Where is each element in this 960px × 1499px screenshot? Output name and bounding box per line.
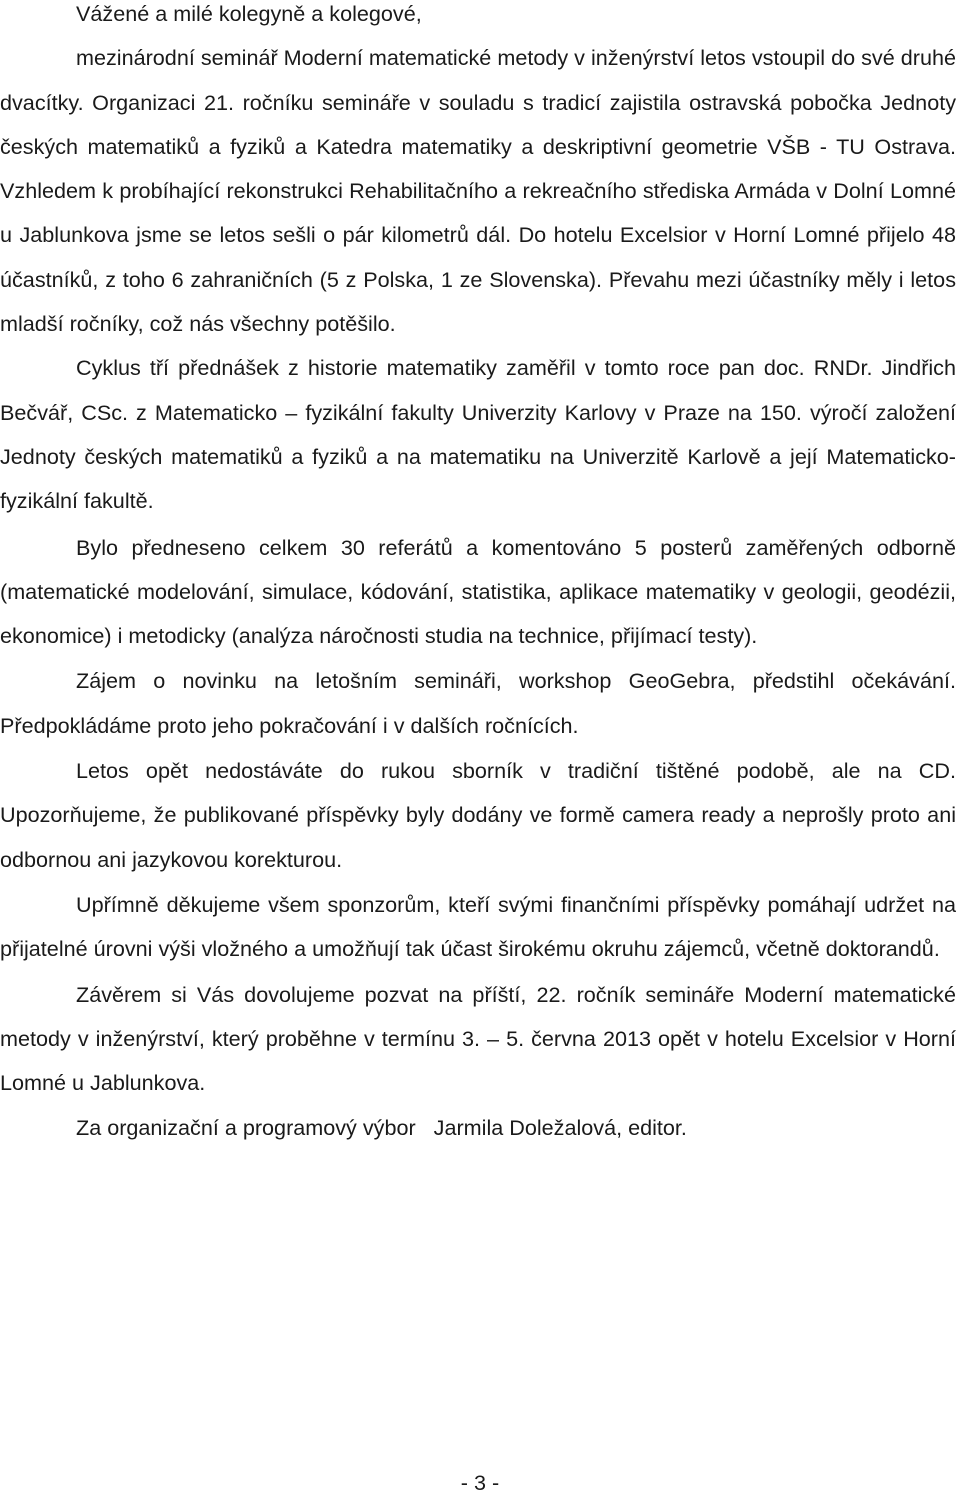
paragraph-proceedings: Letos opět nedostáváte do rukou sborník v tradiční tištěné podobě, ale na CD. Upozorňujeme, že publikované příspěvky byly dodány ve formě camera ready a neprošly proto ani odbornou ani jazykovou korekturou.: [0, 758, 956, 872]
paragraph-geogebra: Zájem o novinku na letošním semináři, workshop GeoGebra, předstihl očekávání. Předpokládáme proto jeho pokračování i v dalších ročnících.: [0, 668, 956, 738]
signature: Za organizační a programový výbor Jarmila Doležalová, editor.: [76, 1115, 687, 1141]
paragraph-history-lectures: Cyklus tří přednášek z historie matematiky zaměřil v tomto roce pan doc. RNDr. Jindřich Bečvář, CSc. z Matematicko – fyzikální fakulty Univerzity Karlovy v Praze na 150. výročí založení Jednoty českých matematiků a fyziků a na matematiku na Univerzitě Karlově a její Matematicko-fyzikální fakultě.: [0, 355, 956, 514]
paragraph-intro: mezinárodní seminář Moderní matematické metody v inženýrství letos vstoupil do své druhé dvacítky. Organizaci 21. ročníku semináře v souladu s tradicí zajistila ostravská pobočka Jednoty českých matematiků a fyziků a Katedra matematiky a deskriptivní geometrie VŠB - TU Ostrava. Vzhledem k probíhající rekonstrukci Rehabilitačního a rekreačního střediska Armáda v Dolní Lomné u Jablunkova jsme se letos sešli o pár kilometrů dál. Do hotelu Excelsior v Horní Lomné přijelo 48 účastníků, z toho 6 zahraničních (5 z Polska, 1 ze Slovenska). Převahu mezi účastníky měly i letos mladší ročníky, což nás všechny potěšilo.: [0, 45, 956, 337]
salutation: Vážené a milé kolegyně a kolegové,: [76, 1, 422, 26]
paragraph-papers: Bylo předneseno celkem 30 referátů a komentováno 5 posterů zaměřených odborně (matematické modelování, simulace, kódování, statistika, aplikace matematiky v geologii, geodézii, ekonomice) i metodicky (analýza náročnosti studia na technice, přijímací testy).: [0, 534, 956, 649]
page-number: - 3 -: [460, 1470, 500, 1495]
paragraph-invitation: Závěrem si Vás dovolujeme pozvat na příští, 22. ročník semináře Moderní matematické metody v inženýrství, který proběhne v termínu 3. – 5. června 2013 opět v hotelu Excelsior v Horní Lomné u Jablunkova.: [0, 981, 956, 1096]
paragraph-sponsors: Upřímně děkujeme všem sponzorům, kteří svými finančními příspěvky pomáhají udržet na přijatelné úrovni výši vložného a umožňují tak účast širokému okruhu zájemců, včetně doktorandů.: [0, 891, 956, 962]
